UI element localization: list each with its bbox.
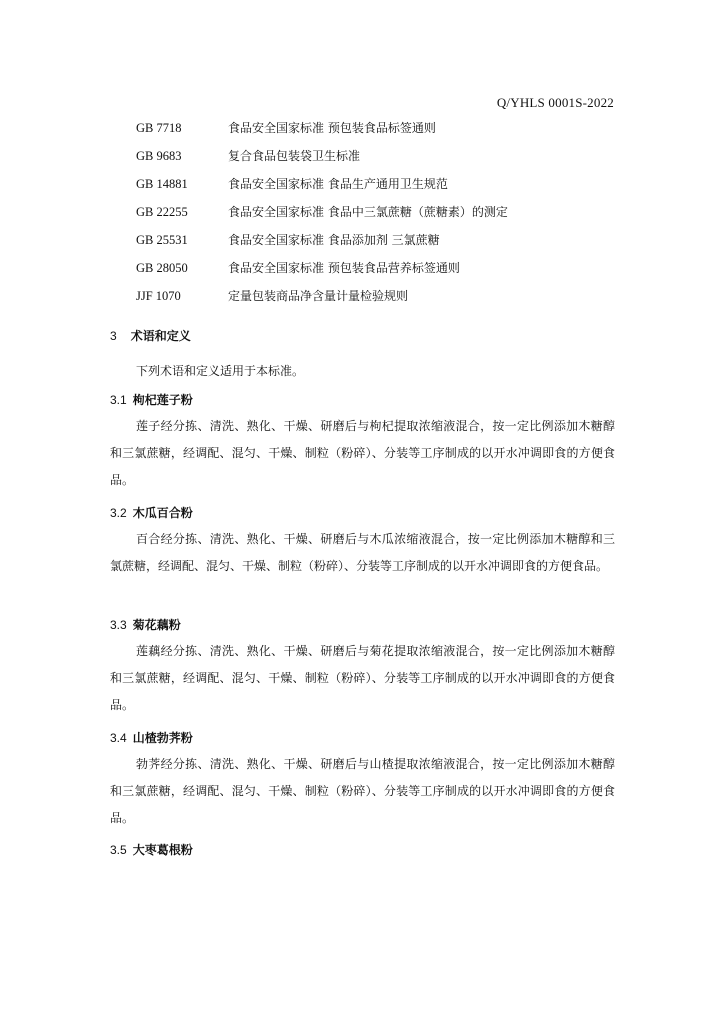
term-title: 枸杞莲子粉 <box>132 393 193 407</box>
reference-code: GB 25531 <box>136 233 188 247</box>
reference-code: GB 14881 <box>136 177 188 191</box>
term-definition: 莲藕经分拣、清洗、熟化、干燥、研磨后与菊花提取浓缩液混合，按一定比例添加木糖醇和三氯蔗糖，经调配、混匀、干燥、制粒（粉碎）、分装等工序制成的以开水冲调即食的方便食品。 <box>110 644 615 712</box>
reference-title: 定量包装商品净含量计量检验规则 <box>228 289 409 303</box>
term-heading <box>110 616 181 634</box>
reference-code: GB 9683 <box>136 149 182 163</box>
reference-code: GB 7718 <box>136 121 182 135</box>
term-title: 大枣葛根粉 <box>132 843 193 857</box>
reference-title: 食品安全国家标准 食品生产通用卫生规范 <box>228 177 448 191</box>
reference-title: 食品安全国家标准 预包装食品标签通则 <box>228 121 436 135</box>
term-definition: 莲子经分拣、清洗、熟化、干燥、研磨后与枸杞提取浓缩液混合，按一定比例添加木糖醇和三氯蔗糖，经调配、混匀、干燥、制粒（粉碎）、分装等工序制成的以开水冲调即食的方便食品。 <box>110 419 615 487</box>
term-title: 山楂勃荠粉 <box>132 731 193 745</box>
term-title: 菊花藕粉 <box>132 618 181 632</box>
term-number: 3.1 <box>110 393 127 407</box>
term-number: 3.3 <box>110 618 127 632</box>
reference-code: JJF 1070 <box>136 289 181 303</box>
term-number: 3.4 <box>110 731 127 745</box>
reference-code: GB 28050 <box>136 261 188 275</box>
term-definition: 百合经分拣、清洗、熟化、干燥、研磨后与木瓜浓缩液混合，按一定比例添加木糖醇和三氯蔗糖，经调配、混匀、干燥、制粒（粉碎）、分装等工序制成的以开水冲调即食的方便食品。 <box>110 532 615 573</box>
section-heading <box>110 327 191 345</box>
section-intro: 下列术语和定义适用于本标准。 <box>136 364 305 378</box>
reference-code: GB 22255 <box>136 205 188 219</box>
section-title: 术语和定义 <box>130 329 191 343</box>
term-heading <box>110 841 193 859</box>
section-number: 3 <box>110 329 117 343</box>
reference-title: 复合食品包装袋卫生标准 <box>228 149 361 163</box>
term-number: 3.5 <box>110 843 127 857</box>
reference-title: 食品安全国家标准 食品中三氯蔗糖（蔗糖素）的测定 <box>228 205 508 219</box>
document-code: Q/YHLS 0001S-2022 <box>496 95 614 110</box>
term-number: 3.2 <box>110 506 127 520</box>
reference-title: 食品安全国家标准 食品添加剂 三氯蔗糖 <box>228 233 440 247</box>
term-definition: 勃荠经分拣、清洗、熟化、干燥、研磨后与山楂提取浓缩液混合，按一定比例添加木糖醇和三氯蔗糖，经调配、混匀、干燥、制粒（粉碎）、分装等工序制成的以开水冲调即食的方便食品。 <box>110 757 615 825</box>
term-heading <box>110 729 193 747</box>
reference-title: 食品安全国家标准 预包装食品营养标签通则 <box>228 261 460 275</box>
term-heading <box>110 391 193 409</box>
term-title: 木瓜百合粉 <box>132 506 193 520</box>
term-heading <box>110 504 193 522</box>
